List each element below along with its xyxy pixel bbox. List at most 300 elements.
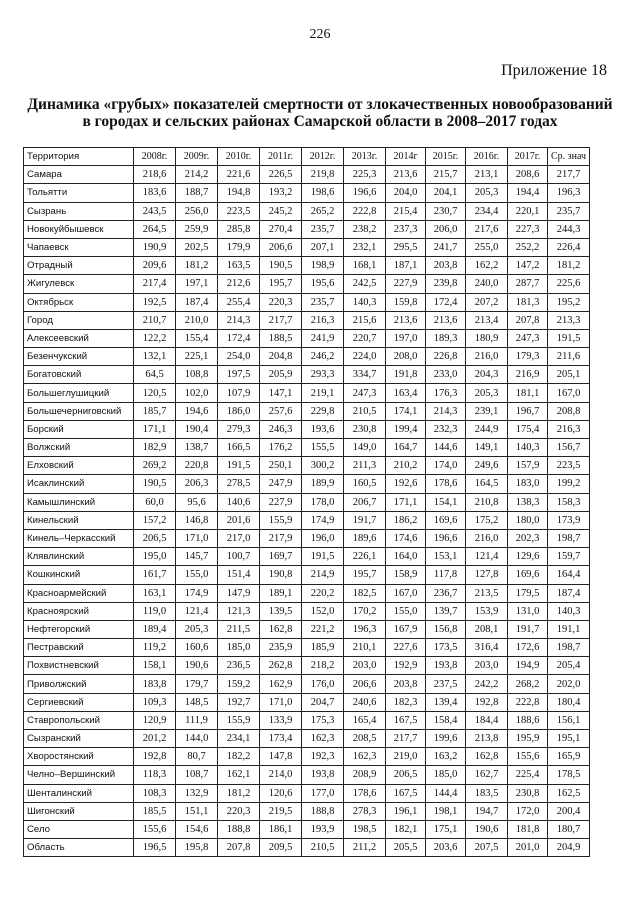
table-row [24, 475, 590, 493]
table-row [24, 184, 590, 202]
value-cell: 196,0 [302, 529, 344, 547]
value-cell: 235,7 [302, 293, 344, 311]
value-cell: 159,2 [218, 675, 260, 693]
value-cell: 168,1 [344, 257, 386, 275]
value-cell: 144,0 [176, 730, 218, 748]
value-cell: 192,8 [134, 748, 176, 766]
value-cell: 194,8 [218, 184, 260, 202]
value-cell: 193,9 [302, 820, 344, 838]
value-cell: 179,3 [508, 348, 548, 366]
value-cell: 132,9 [176, 784, 218, 802]
value-cell: 171,1 [386, 493, 426, 511]
value-cell: 158,3 [548, 493, 590, 511]
column-header: 2009г. [176, 148, 218, 166]
value-cell: 199,6 [426, 730, 466, 748]
value-cell: 230,8 [344, 420, 386, 438]
value-cell: 204,7 [302, 693, 344, 711]
table-header-row [24, 148, 590, 166]
value-cell: 197,1 [176, 275, 218, 293]
value-cell: 196,3 [344, 620, 386, 638]
value-cell: 196,1 [386, 802, 426, 820]
value-cell: 190,6 [466, 820, 508, 838]
value-cell: 107,9 [218, 384, 260, 402]
value-cell: 156,7 [548, 439, 590, 457]
value-cell: 196,5 [134, 839, 176, 857]
value-cell: 159,7 [548, 548, 590, 566]
value-cell: 256,0 [176, 202, 218, 220]
value-cell: 147,2 [508, 257, 548, 275]
value-cell: 204,1 [426, 184, 466, 202]
value-cell: 216,3 [302, 311, 344, 329]
value-cell: 210,5 [344, 402, 386, 420]
value-cell: 155,0 [386, 602, 426, 620]
table-row [24, 220, 590, 238]
territory-cell: Пестравский [24, 639, 134, 657]
value-cell: 138,3 [508, 493, 548, 511]
value-cell: 140,3 [548, 602, 590, 620]
value-cell: 194,6 [176, 402, 218, 420]
value-cell: 108,8 [176, 366, 218, 384]
value-cell: 181,3 [508, 293, 548, 311]
value-cell: 169,6 [426, 511, 466, 529]
value-cell: 268,2 [508, 675, 548, 693]
value-cell: 209,6 [134, 257, 176, 275]
value-cell: 174,6 [386, 529, 426, 547]
value-cell: 192,3 [302, 748, 344, 766]
value-cell: 186,1 [260, 820, 302, 838]
mortality-table [23, 147, 590, 857]
value-cell: 205,3 [466, 184, 508, 202]
table-row [24, 548, 590, 566]
value-cell: 265,2 [302, 202, 344, 220]
table-row [24, 257, 590, 275]
value-cell: 223,5 [548, 457, 590, 475]
value-cell: 185,7 [134, 402, 176, 420]
value-cell: 201,6 [218, 511, 260, 529]
value-cell: 226,1 [344, 548, 386, 566]
value-cell: 206,0 [426, 220, 466, 238]
value-cell: 193,6 [302, 420, 344, 438]
value-cell: 120,5 [134, 384, 176, 402]
value-cell: 206,5 [386, 766, 426, 784]
value-cell: 190,6 [176, 657, 218, 675]
value-cell: 203,0 [344, 657, 386, 675]
territory-cell: Волжский [24, 439, 134, 457]
value-cell: 219,5 [260, 802, 302, 820]
value-cell: 213,1 [466, 166, 508, 184]
table-row [24, 384, 590, 402]
value-cell: 182,1 [386, 820, 426, 838]
value-cell: 205,1 [548, 366, 590, 384]
value-cell: 80,7 [176, 748, 218, 766]
value-cell: 209,5 [260, 839, 302, 857]
value-cell: 217,0 [218, 529, 260, 547]
value-cell: 182,2 [218, 748, 260, 766]
table-row [24, 529, 590, 547]
value-cell: 208,1 [466, 620, 508, 638]
table-row [24, 166, 590, 184]
table-row [24, 566, 590, 584]
value-cell: 100,7 [218, 548, 260, 566]
value-cell: 157,9 [508, 457, 548, 475]
value-cell: 159,8 [386, 293, 426, 311]
value-cell: 214,3 [218, 311, 260, 329]
value-cell: 183,6 [134, 184, 176, 202]
territory-cell: Кинельский [24, 511, 134, 529]
value-cell: 207,2 [466, 293, 508, 311]
value-cell: 195,0 [134, 548, 176, 566]
value-cell: 255,0 [466, 238, 508, 256]
value-cell: 174,9 [302, 511, 344, 529]
value-cell: 171,0 [176, 529, 218, 547]
value-cell: 230,8 [508, 784, 548, 802]
value-cell: 195,6 [302, 275, 344, 293]
value-cell: 220,3 [218, 802, 260, 820]
table-row [24, 238, 590, 256]
territory-cell: Приволжский [24, 675, 134, 693]
table-row [24, 439, 590, 457]
value-cell: 200,4 [548, 802, 590, 820]
value-cell: 162,7 [466, 766, 508, 784]
value-cell: 155,6 [508, 748, 548, 766]
value-cell: 207,1 [302, 238, 344, 256]
value-cell: 189,9 [302, 475, 344, 493]
value-cell: 245,2 [260, 202, 302, 220]
territory-cell: Большечерниговский [24, 402, 134, 420]
value-cell: 208,6 [508, 166, 548, 184]
value-cell: 154,6 [176, 820, 218, 838]
value-cell: 217,4 [134, 275, 176, 293]
value-cell: 176,3 [426, 384, 466, 402]
value-cell: 146,8 [176, 511, 218, 529]
value-cell: 208,5 [344, 730, 386, 748]
value-cell: 156,1 [548, 711, 590, 729]
value-cell: 235,9 [260, 639, 302, 657]
value-cell: 182,3 [386, 693, 426, 711]
value-cell: 156,8 [426, 620, 466, 638]
value-cell: 240,6 [344, 693, 386, 711]
value-cell: 192,7 [218, 693, 260, 711]
value-cell: 257,6 [260, 402, 302, 420]
value-cell: 195,7 [260, 275, 302, 293]
value-cell: 214,0 [260, 766, 302, 784]
territory-cell: Кинель–Черкасский [24, 529, 134, 547]
value-cell: 250,1 [260, 457, 302, 475]
value-cell: 180,0 [508, 511, 548, 529]
value-cell: 117,8 [426, 566, 466, 584]
value-cell: 195,2 [548, 293, 590, 311]
value-cell: 155,9 [218, 711, 260, 729]
value-cell: 230,7 [426, 202, 466, 220]
column-header: 2014г [386, 148, 426, 166]
value-cell: 211,3 [344, 457, 386, 475]
value-cell: 172,4 [426, 293, 466, 311]
value-cell: 204,8 [260, 348, 302, 366]
value-cell: 259,9 [176, 220, 218, 238]
value-cell: 198,9 [302, 257, 344, 275]
value-cell: 139,5 [260, 602, 302, 620]
value-cell: 164,4 [548, 566, 590, 584]
value-cell: 188,7 [176, 184, 218, 202]
value-cell: 219,0 [386, 748, 426, 766]
value-cell: 225,3 [344, 166, 386, 184]
value-cell: 205,5 [386, 839, 426, 857]
value-cell: 226,8 [426, 348, 466, 366]
table-row [24, 348, 590, 366]
value-cell: 227,9 [386, 275, 426, 293]
value-cell: 164,7 [386, 439, 426, 457]
column-header: 2013г. [344, 148, 386, 166]
table-row [24, 730, 590, 748]
column-header: Территория [24, 148, 134, 166]
table-row [24, 584, 590, 602]
value-cell: 189,6 [344, 529, 386, 547]
value-cell: 189,1 [260, 584, 302, 602]
territory-cell: Красноярский [24, 602, 134, 620]
value-cell: 165,4 [344, 711, 386, 729]
value-cell: 158,4 [426, 711, 466, 729]
value-cell: 208,0 [386, 348, 426, 366]
value-cell: 293,3 [302, 366, 344, 384]
value-cell: 151,1 [176, 802, 218, 820]
value-cell: 287,7 [508, 275, 548, 293]
value-cell: 225,4 [508, 766, 548, 784]
document-title [20, 96, 620, 130]
value-cell: 162,8 [260, 620, 302, 638]
value-cell: 213,5 [466, 584, 508, 602]
value-cell: 155,5 [302, 439, 344, 457]
value-cell: 162,1 [218, 766, 260, 784]
territory-cell: Тольятти [24, 184, 134, 202]
value-cell: 210,8 [466, 493, 508, 511]
value-cell: 139,4 [426, 693, 466, 711]
value-cell: 242,5 [344, 275, 386, 293]
value-cell: 226,4 [548, 238, 590, 256]
value-cell: 208,8 [548, 402, 590, 420]
territory-cell: Нефтегорский [24, 620, 134, 638]
value-cell: 236,5 [218, 657, 260, 675]
value-cell: 144,4 [426, 784, 466, 802]
value-cell: 196,6 [344, 184, 386, 202]
table-row [24, 748, 590, 766]
value-cell: 190,5 [260, 257, 302, 275]
value-cell: 190,8 [260, 566, 302, 584]
value-cell: 152,0 [302, 602, 344, 620]
value-cell: 238,2 [344, 220, 386, 238]
value-cell: 178,5 [548, 766, 590, 784]
value-cell: 198,6 [302, 184, 344, 202]
value-cell: 193,2 [260, 184, 302, 202]
table-row [24, 675, 590, 693]
column-header: 2017г. [508, 148, 548, 166]
value-cell: 176,2 [260, 439, 302, 457]
value-cell: 211,5 [218, 620, 260, 638]
column-header: Ср. знач [548, 148, 590, 166]
value-cell: 184,4 [466, 711, 508, 729]
value-cell: 127,8 [466, 566, 508, 584]
value-cell: 202,0 [548, 675, 590, 693]
value-cell: 188,8 [302, 802, 344, 820]
value-cell: 163,4 [386, 384, 426, 402]
value-cell: 316,4 [466, 639, 508, 657]
territory-cell: Сергиевский [24, 693, 134, 711]
value-cell: 164,5 [466, 475, 508, 493]
value-cell: 221,2 [302, 620, 344, 638]
value-cell: 252,2 [508, 238, 548, 256]
value-cell: 161,7 [134, 566, 176, 584]
value-cell: 195,1 [548, 730, 590, 748]
value-cell: 198,1 [426, 802, 466, 820]
value-cell: 64,5 [134, 366, 176, 384]
value-cell: 180,4 [548, 693, 590, 711]
territory-cell: Шигонский [24, 802, 134, 820]
value-cell: 188,8 [218, 820, 260, 838]
value-cell: 182,5 [344, 584, 386, 602]
value-cell: 221,6 [218, 166, 260, 184]
value-cell: 205,4 [548, 657, 590, 675]
value-cell: 109,3 [134, 693, 176, 711]
value-cell: 180,9 [466, 329, 508, 347]
value-cell: 154,1 [426, 493, 466, 511]
value-cell: 187,4 [176, 293, 218, 311]
territory-cell: Хворостянский [24, 748, 134, 766]
value-cell: 206,3 [176, 475, 218, 493]
value-cell: 95,6 [176, 493, 218, 511]
value-cell: 239,1 [466, 402, 508, 420]
value-cell: 237,3 [386, 220, 426, 238]
territory-cell: Большеглушицкий [24, 384, 134, 402]
value-cell: 120,6 [260, 784, 302, 802]
value-cell: 179,5 [508, 584, 548, 602]
value-cell: 165,9 [548, 748, 590, 766]
value-cell: 180,7 [548, 820, 590, 838]
value-cell: 170,2 [344, 602, 386, 620]
value-cell: 190,4 [176, 420, 218, 438]
value-cell: 145,7 [176, 548, 218, 566]
value-cell: 160,5 [344, 475, 386, 493]
value-cell: 129,6 [508, 548, 548, 566]
territory-cell: Город [24, 311, 134, 329]
value-cell: 206,5 [134, 529, 176, 547]
value-cell: 285,8 [218, 220, 260, 238]
value-cell: 233,0 [426, 366, 466, 384]
value-cell: 191,5 [302, 548, 344, 566]
column-header: 2011г. [260, 148, 302, 166]
value-cell: 202,5 [176, 238, 218, 256]
value-cell: 220,8 [176, 457, 218, 475]
value-cell: 194,7 [466, 802, 508, 820]
value-cell: 155,9 [260, 511, 302, 529]
value-cell: 149,0 [344, 439, 386, 457]
value-cell: 213,6 [386, 311, 426, 329]
value-cell: 119,2 [134, 639, 176, 657]
value-cell: 198,5 [344, 820, 386, 838]
value-cell: 138,7 [176, 439, 218, 457]
territory-cell: Шенталинский [24, 784, 134, 802]
value-cell: 235,7 [302, 220, 344, 238]
value-cell: 217,7 [548, 166, 590, 184]
value-cell: 171,0 [260, 693, 302, 711]
value-cell: 213,4 [466, 311, 508, 329]
table-row [24, 293, 590, 311]
value-cell: 240,0 [466, 275, 508, 293]
value-cell: 234,4 [466, 202, 508, 220]
territory-cell: Сызрань [24, 202, 134, 220]
value-cell: 167,9 [386, 620, 426, 638]
value-cell: 131,0 [508, 602, 548, 620]
value-cell: 214,9 [302, 566, 344, 584]
table-row [24, 711, 590, 729]
value-cell: 166,5 [218, 439, 260, 457]
value-cell: 242,2 [466, 675, 508, 693]
value-cell: 202,3 [508, 529, 548, 547]
value-cell: 133,9 [260, 711, 302, 729]
value-cell: 193,8 [426, 657, 466, 675]
value-cell: 241,7 [426, 238, 466, 256]
column-header: 2010г. [218, 148, 260, 166]
value-cell: 246,2 [302, 348, 344, 366]
value-cell: 201,2 [134, 730, 176, 748]
column-header: 2012г. [302, 148, 344, 166]
value-cell: 198,7 [548, 639, 590, 657]
value-cell: 206,6 [344, 675, 386, 693]
territory-cell: Чапаевск [24, 238, 134, 256]
table-row [24, 620, 590, 638]
title-line-1: Динамика «грубых» показателей смертности от злокачественных новообразований [27, 96, 613, 113]
value-cell: 225,1 [176, 348, 218, 366]
table-row [24, 802, 590, 820]
value-cell: 153,1 [426, 548, 466, 566]
value-cell: 185,9 [302, 639, 344, 657]
value-cell: 108,7 [176, 766, 218, 784]
value-cell: 167,5 [386, 784, 426, 802]
value-cell: 203,6 [426, 839, 466, 857]
value-cell: 121,4 [466, 548, 508, 566]
value-cell: 187,4 [548, 584, 590, 602]
value-cell: 120,9 [134, 711, 176, 729]
territory-cell: Область [24, 839, 134, 857]
value-cell: 190,5 [134, 475, 176, 493]
value-cell: 186,0 [218, 402, 260, 420]
value-cell: 169,6 [508, 566, 548, 584]
value-cell: 247,3 [508, 329, 548, 347]
value-cell: 235,7 [548, 202, 590, 220]
value-cell: 177,0 [302, 784, 344, 802]
value-cell: 213,8 [466, 730, 508, 748]
value-cell: 227,6 [386, 639, 426, 657]
table-row [24, 275, 590, 293]
value-cell: 132,1 [134, 348, 176, 366]
value-cell: 217,7 [386, 730, 426, 748]
territory-cell: Борский [24, 420, 134, 438]
territory-cell: Жигулевск [24, 275, 134, 293]
value-cell: 157,2 [134, 511, 176, 529]
value-cell: 140,3 [508, 439, 548, 457]
territory-cell: Камышлинский [24, 493, 134, 511]
table-row [24, 839, 590, 857]
value-cell: 193,8 [302, 766, 344, 784]
value-cell: 185,0 [426, 766, 466, 784]
value-cell: 191,1 [548, 620, 590, 638]
value-cell: 232,3 [426, 420, 466, 438]
value-cell: 219,1 [302, 384, 344, 402]
value-cell: 174,1 [386, 402, 426, 420]
table-row [24, 457, 590, 475]
value-cell: 155,0 [176, 566, 218, 584]
value-cell: 222,8 [344, 202, 386, 220]
table-row [24, 402, 590, 420]
territory-cell: Исаклинский [24, 475, 134, 493]
